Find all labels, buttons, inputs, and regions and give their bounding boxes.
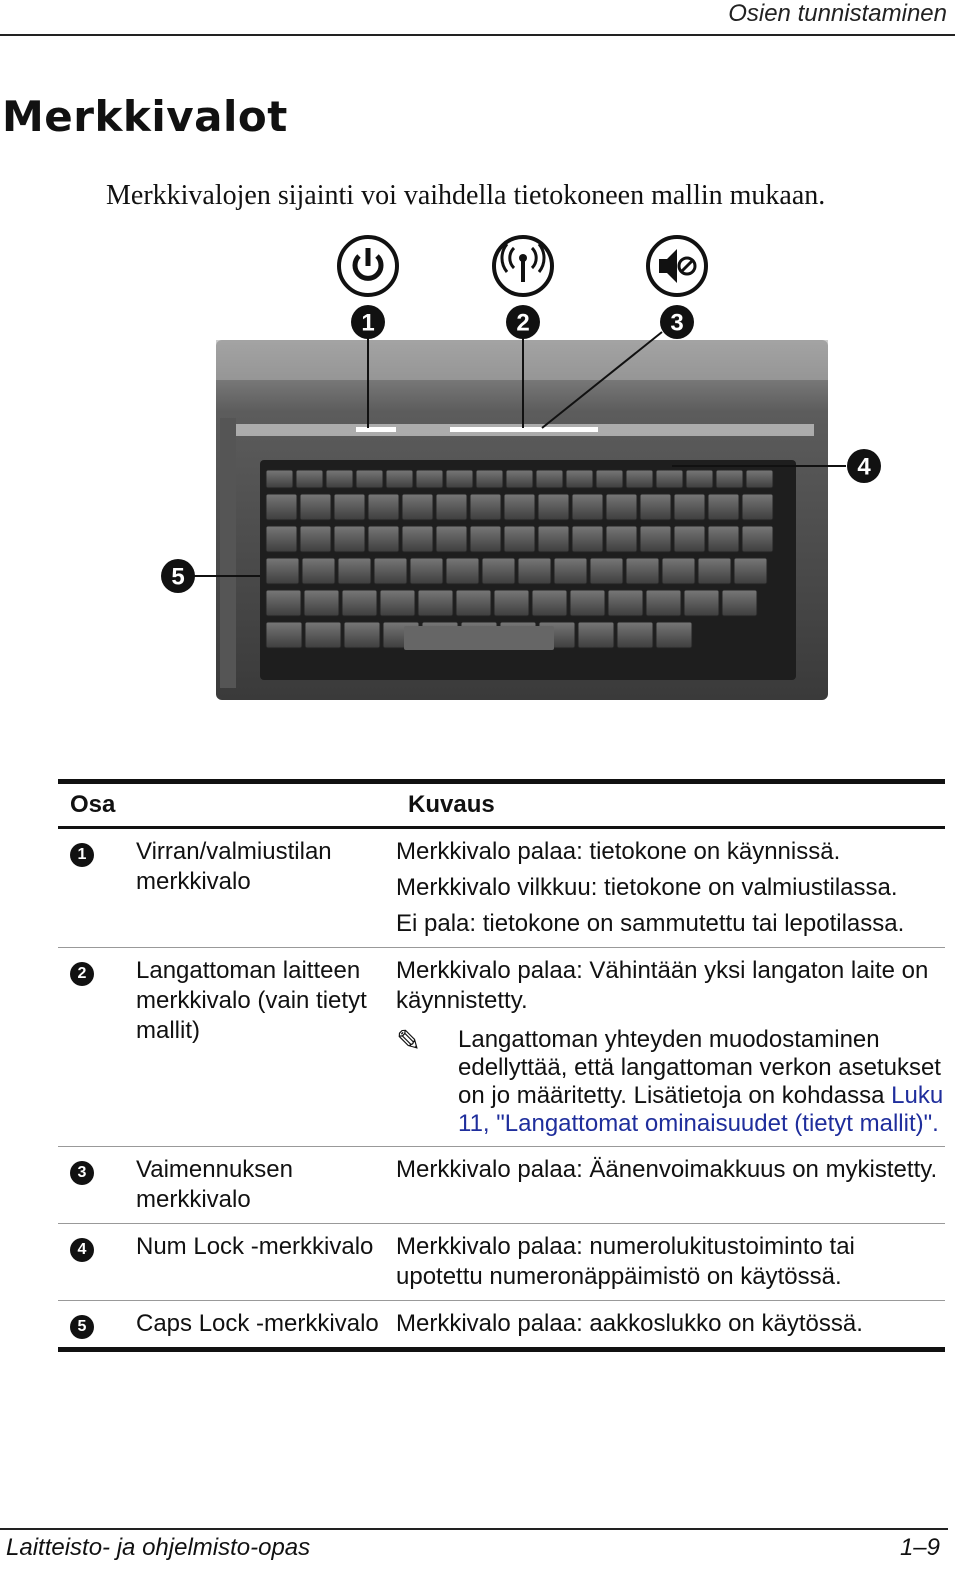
keyboard-key	[266, 526, 297, 552]
keyboard-key	[518, 558, 551, 584]
part-name: Langattoman laitteen merkkivalo (vain tietyt mallit)	[136, 948, 396, 1147]
parts-table	[58, 779, 945, 1352]
keyboard-key	[476, 470, 503, 488]
keyboard-key	[334, 494, 365, 520]
spacebar-key	[404, 626, 554, 650]
keyboard-key	[674, 494, 705, 520]
page-number: 1–9	[899, 1534, 940, 1561]
keyboard-key	[418, 590, 453, 616]
keyboard-key	[494, 590, 529, 616]
row-number-badge: 5	[70, 1315, 94, 1339]
keyboard-key	[266, 622, 302, 648]
header-description: Kuvaus	[396, 782, 945, 828]
description-line: Ei pala: tietokone on sammutettu tai lepotilassa.	[396, 910, 905, 937]
keyboard-key	[482, 558, 515, 584]
keyboard-key	[504, 526, 535, 552]
keyboard-key	[266, 558, 299, 584]
keyboard-key	[640, 494, 671, 520]
mute-icon	[648, 237, 706, 295]
power-icon	[339, 237, 397, 295]
keyboard-key	[470, 494, 501, 520]
note-text: Langattoman yhteyden muodostaminen edellyttää, että langattoman verkon asetukset on jo määritetty. Lisätietoja on kohdassa Luku 11, "Langattomat ominaisuudet (tietyt mallit)".	[458, 1026, 944, 1137]
part-name: Virran/valmiustilan merkkivalo	[136, 828, 396, 948]
keyboard-key	[504, 494, 535, 520]
callout-1	[351, 305, 385, 339]
part-name: Vaimennuksen merkkivalo	[136, 1147, 396, 1224]
keyboard-key	[436, 526, 467, 552]
keyboard-key	[656, 470, 683, 488]
svg-text:4: 4	[857, 453, 871, 481]
keyboard-key	[590, 558, 623, 584]
running-header-text: Osien tunnistaminen	[728, 0, 947, 27]
keyboard-key	[626, 470, 653, 488]
keyboard-key	[674, 526, 705, 552]
keyboard-key	[606, 526, 637, 552]
keyboard-key	[554, 558, 587, 584]
keyboard-key	[326, 470, 353, 488]
intro-text: Merkkivalojen sijainti voi vaihdella tietokoneen mallin mukaan.	[106, 180, 826, 211]
keyboard-key	[708, 526, 739, 552]
row-number-badge: 2	[70, 962, 94, 986]
keyboard-key	[742, 526, 773, 552]
keyboard-key	[386, 470, 413, 488]
callout-2	[506, 305, 540, 339]
part-description	[396, 1147, 945, 1224]
table-row	[58, 1147, 945, 1224]
keyboard-key	[338, 558, 371, 584]
keyboard-key	[536, 470, 563, 488]
callout-4	[847, 449, 881, 483]
keyboard-key	[334, 526, 365, 552]
keyboard-key	[300, 526, 331, 552]
keyboard-key	[410, 558, 443, 584]
keyboard-key	[656, 622, 692, 648]
running-header	[0, 0, 955, 36]
pencil-note-icon: ✎	[396, 1025, 422, 1058]
table-row	[58, 1301, 945, 1350]
keyboard-key	[708, 494, 739, 520]
keyboard-key	[722, 590, 757, 616]
keyboard-key	[570, 590, 605, 616]
description-line: Merkkivalo vilkkuu: tietokone on valmiustilassa.	[396, 874, 898, 901]
running-footer	[0, 1528, 948, 1580]
svg-text:2: 2	[516, 309, 530, 337]
wireless-icon	[494, 237, 552, 295]
keyboard-key	[608, 590, 643, 616]
part-description	[396, 828, 945, 948]
side-strip	[220, 418, 236, 688]
row-number-badge: 1	[70, 843, 94, 867]
keyboard-key	[380, 590, 415, 616]
keyboard-key	[416, 470, 443, 488]
callout-5	[161, 559, 195, 593]
description-line: Merkkivalo palaa: numerolukitustoiminto tai upotettu numeronäppäimistö on käytössä.	[396, 1233, 855, 1290]
keyboard-key	[368, 494, 399, 520]
keyboard-key	[456, 590, 491, 616]
keyboard-key	[572, 526, 603, 552]
keyboard-key	[734, 558, 767, 584]
part-description	[396, 948, 945, 1147]
keyboard-key	[302, 558, 335, 584]
description-line: Merkkivalo palaa: Äänenvoimakkuus on mykistetty.	[396, 1156, 938, 1183]
svg-text:3: 3	[670, 309, 684, 337]
table-row	[58, 828, 945, 948]
keyboard-key	[300, 494, 331, 520]
keyboard-key	[716, 470, 743, 488]
keyboard-key	[684, 590, 719, 616]
keyboard-key	[506, 470, 533, 488]
keyboard-key	[572, 494, 603, 520]
description-line: Merkkivalo palaa: aakkoslukko on käytössä.	[396, 1310, 863, 1337]
keyboard-key	[640, 526, 671, 552]
keyboard-key	[742, 494, 773, 520]
table-header-row	[58, 782, 945, 828]
keyboard-key	[356, 470, 383, 488]
keyboard-key	[532, 590, 567, 616]
part-description	[396, 1301, 945, 1350]
keyboard-key	[470, 526, 501, 552]
description-line: Merkkivalo palaa: tietokone on käynnissä.	[396, 838, 841, 865]
keyboard-key	[344, 622, 380, 648]
keyboard-key	[538, 494, 569, 520]
keyboard-key	[296, 470, 323, 488]
keyboard-key	[578, 622, 614, 648]
section-title: Merkkivalot	[2, 92, 288, 141]
svg-text:1: 1	[361, 309, 375, 337]
keyboard-key	[596, 470, 623, 488]
keyboard-key	[698, 558, 731, 584]
keyboard-key	[446, 470, 473, 488]
keyboard-key	[446, 558, 479, 584]
keyboard-key	[304, 590, 339, 616]
keyboard-key	[305, 622, 341, 648]
part-name: Num Lock -merkkivalo	[136, 1224, 396, 1301]
footer-title: Laitteisto- ja ohjelmisto-opas	[6, 1534, 311, 1561]
keyboard-key	[662, 558, 695, 584]
table-row	[58, 948, 945, 1147]
keyboard-key	[626, 558, 659, 584]
keyboard-key	[617, 622, 653, 648]
keyboard-key	[538, 526, 569, 552]
keyboard-key	[686, 470, 713, 488]
keyboard-key	[566, 470, 593, 488]
led-power	[356, 427, 396, 432]
row-number-badge: 3	[70, 1161, 94, 1185]
keyboard-key	[266, 494, 297, 520]
svg-text:5: 5	[171, 563, 185, 591]
keyboard-key	[266, 590, 301, 616]
keyboard-key	[374, 558, 407, 584]
keyboard-key	[368, 526, 399, 552]
header-part: Osa	[58, 782, 396, 828]
keyboard-key	[606, 494, 637, 520]
keyboard-key	[436, 494, 467, 520]
keyboard-key	[646, 590, 681, 616]
keyboard-figure	[150, 228, 910, 718]
row-number-badge: 4	[70, 1238, 94, 1262]
chapter-link[interactable]: Luku 11, "Langattomat ominaisuudet (tietyt mallit)"	[458, 1082, 944, 1137]
description-line: Merkkivalo palaa: Vähintään yksi langaton laite on käynnistetty.	[396, 957, 929, 1014]
keyboard-key	[342, 590, 377, 616]
keyboard-key	[746, 470, 773, 488]
keyboard-key	[402, 526, 433, 552]
keyboard-key	[266, 470, 293, 488]
part-description	[396, 1224, 945, 1301]
callout-3	[660, 305, 694, 339]
note-box	[396, 1026, 945, 1138]
part-name: Caps Lock -merkkivalo	[136, 1310, 379, 1337]
keyboard-key	[402, 494, 433, 520]
table-row	[58, 1224, 945, 1301]
